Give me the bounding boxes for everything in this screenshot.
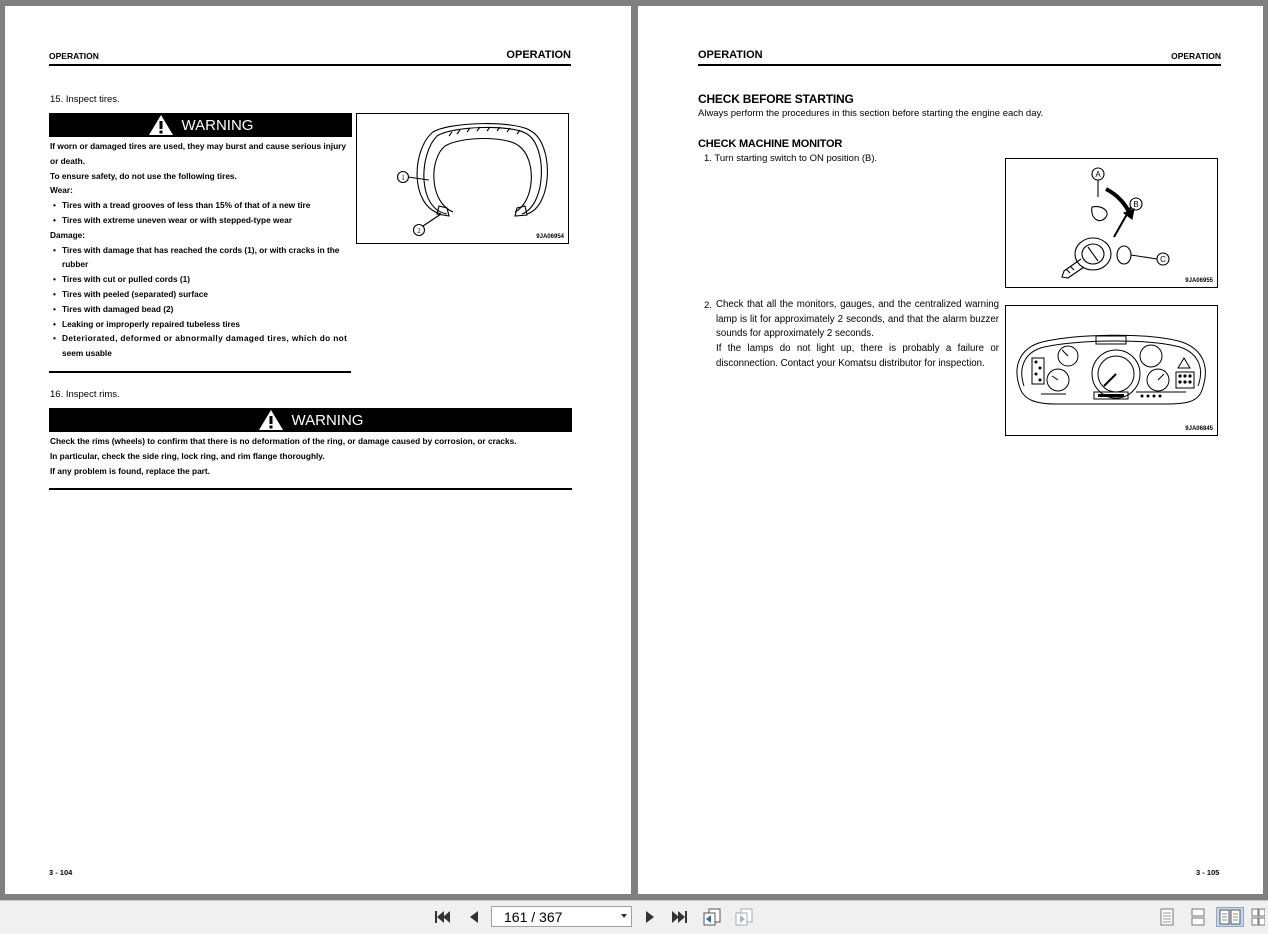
header-left-label: OPERATION [698, 49, 763, 61]
warning-label: WARNING [291, 411, 364, 429]
warning-end-rule [49, 371, 351, 373]
warning-line: or death. [50, 155, 86, 166]
single-page-icon [1160, 908, 1174, 926]
list-item: • Tires with cut or pulled cords (1) [50, 272, 355, 287]
svg-text:A: A [1095, 170, 1101, 179]
warning-end-rule [49, 488, 572, 490]
facing-pages-icon [1219, 909, 1241, 925]
wear-label: Wear: [50, 185, 73, 196]
continuous-page-icon [1191, 908, 1205, 926]
section-intro: Always perform the procedures in this section before starting the engine each day. [698, 108, 1044, 119]
step-2-paragraph-1: Check that all the monitors, gauges, and the centralized warning lamp is lit for approximately 2 seconds, and that the alarm buzzer sounds for approximately 2 seconds. [716, 299, 999, 340]
item-16-title: 16. Inspect rims. [50, 389, 120, 400]
warning-line: If worn or damaged tires are used, they may burst and cause serious injury [50, 141, 347, 151]
figure-code: 9JA06954 [536, 234, 564, 240]
warning-line: In particular, check the side ring, lock ring, and rim flange thoroughly. [50, 450, 325, 461]
warning-line: Check the rims (wheels) to confirm that there is no deformation of the ring, or damage caused by corrosion, or cracks. [50, 436, 517, 446]
page-number: 3 - 104 [49, 868, 73, 877]
back-view-icon [702, 908, 722, 926]
monitor-figure [1005, 305, 1218, 436]
page-number: 3 - 105 [1196, 868, 1220, 877]
svg-text:B: B [1133, 200, 1139, 209]
next-page-icon [643, 909, 657, 925]
list-item: • Tires with damaged bead (2) [50, 302, 355, 317]
forward-view-icon [734, 908, 754, 926]
go-forward-view-button[interactable] [734, 907, 754, 927]
machine-monitor-illustration [1006, 306, 1217, 435]
continuous-view-button[interactable] [1188, 907, 1208, 927]
previous-page-button[interactable] [464, 907, 484, 927]
header-right-label: OPERATION [506, 49, 571, 61]
list-item: • Deteriorated, deformed or abnormally damaged tires, which do not [50, 331, 355, 346]
list-item-continuation: seem usable [62, 348, 112, 359]
list-item: • Tires with a tread grooves of less than 15% of that of a new tire [50, 198, 355, 213]
single-page-view-button[interactable] [1157, 907, 1177, 927]
page-indicator: 161 / 367 [504, 908, 563, 925]
warning-banner-16 [49, 408, 572, 432]
first-page-button[interactable] [432, 907, 452, 927]
figure-code: 9JA06955 [1185, 278, 1213, 284]
last-page-button[interactable] [670, 907, 690, 927]
damage-label: Damage: [50, 229, 86, 240]
starting-switch-illustration [1006, 159, 1217, 287]
svg-text:C: C [1160, 255, 1166, 264]
chevron-down-icon [621, 914, 627, 918]
next-page-button[interactable] [640, 907, 660, 927]
list-item: • Tires with damage that has reached the cords (1), or with cracks in the [50, 243, 355, 258]
previous-page-icon [467, 909, 481, 925]
section-title: CHECK BEFORE STARTING [698, 92, 854, 106]
svg-text:2: 2 [417, 227, 421, 235]
warning-15-text [50, 139, 355, 361]
right-page-header [698, 46, 1221, 66]
continuous-facing-view-button[interactable] [1250, 907, 1266, 927]
svg-text:1: 1 [401, 174, 405, 182]
left-page [5, 6, 631, 894]
step-2-number: 2. [704, 300, 712, 311]
page-number-select[interactable] [491, 906, 632, 927]
list-item: • Tires with peeled (separated) surface [50, 287, 355, 302]
item-15-title: 15. Inspect tires. [50, 94, 120, 105]
warning-banner-15 [49, 113, 352, 137]
tire-illustration [357, 114, 568, 243]
left-page-header [49, 46, 571, 66]
header-right-label: OPERATION [1171, 51, 1221, 61]
list-item-continuation: rubber [62, 259, 89, 270]
step-2-text [716, 298, 999, 372]
last-page-icon [671, 909, 689, 925]
warning-triangle-icon [258, 409, 284, 431]
right-page [638, 6, 1263, 894]
continuous-facing-icon [1251, 908, 1265, 926]
list-item: • Leaking or improperly repaired tubeless tires [50, 317, 355, 332]
first-page-icon [433, 909, 451, 925]
go-back-view-button[interactable] [702, 907, 722, 927]
subsection-title: CHECK MACHINE MONITOR [698, 138, 843, 150]
warning-label: WARNING [181, 116, 254, 134]
switch-figure [1005, 158, 1218, 288]
list-item: • Tires with extreme uneven wear or with stepped-type wear [50, 213, 355, 228]
header-left-label: OPERATION [49, 51, 99, 61]
warning-triangle-icon [148, 114, 174, 136]
tire-figure [356, 113, 569, 244]
warning-16-text [50, 434, 572, 478]
viewer-toolbar [0, 900, 1268, 934]
warning-line: To ensure safety, do not use the following tires. [50, 170, 237, 181]
step-2-paragraph-2: If the lamps do not light up, there is probably a failure or disconnection. Contact your Komatsu distributor for inspection. [716, 343, 999, 369]
figure-code: 9JA06845 [1185, 426, 1213, 432]
warning-line: If any problem is found, replace the part. [50, 465, 210, 476]
facing-pages-view-button[interactable] [1216, 907, 1244, 927]
step-1: 1. Turn starting switch to ON position (B). [704, 153, 878, 164]
